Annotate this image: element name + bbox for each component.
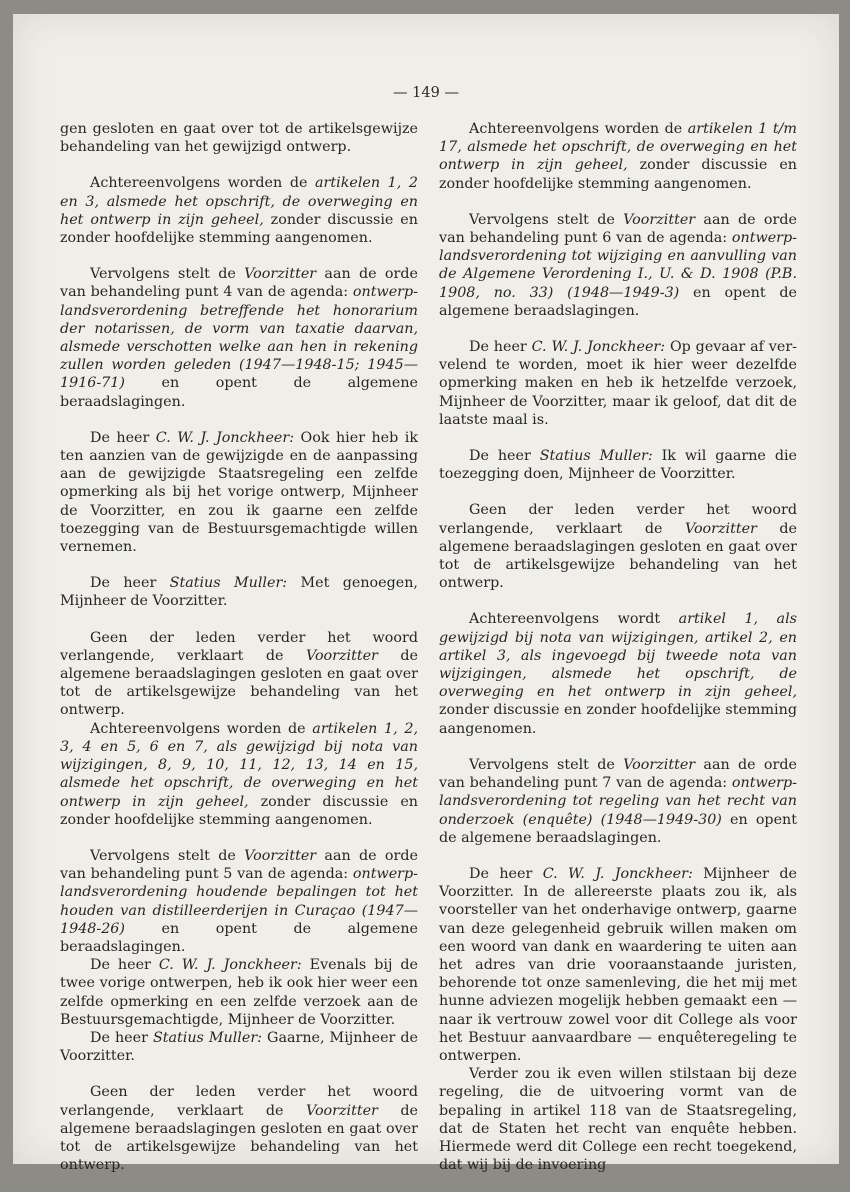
text: Op gevaar af vervelend te worden, moet ik hier weer dezelfde opmerking maken en heb ik hetzelfde verzoek, Mijnheer de Voorzitter, maar ik geloof, dat dit de laatste maal is. (439, 339, 797, 428)
paragraph (60, 574, 418, 610)
text: Geen der leden verder het woord verlangende, verklaart de (439, 502, 797, 537)
paragraph (439, 756, 797, 847)
text: Achtereenvolgens worden de (469, 121, 688, 137)
italic-text: artikel 1, als gewijzigd bij nota van wijzigingen, artikel 2, en artikel 3, als ingevoegd bij tweede nota van wijzigingen, alsmede het opschrift, de overweging en het ontwerp in zijn geheel, (439, 611, 797, 701)
text: Ook hier heb ik ten aanzien van de gewijzigde en de aanpassing aan de gewijzigde Staatsregeling een zelfde opmerking als bij het vorige ontwerp, Mijnheer de Voorzitter, en zou ik gaarne een zelfde toezegging van de Bestuursgemachtigde willen vernemen. (60, 429, 418, 556)
italic-text: Voorzitter (244, 847, 317, 864)
italic-text: ontwerp-landsverordening houdende bepalingen tot het houden van distilleerderijen in Curaçao (1947—1948-26) (60, 866, 418, 937)
paragraph (60, 847, 418, 956)
right-column (439, 120, 797, 1174)
text: Ik wil gaarne die toezegging doen, Mijnheer de Voorzitter. (439, 448, 798, 483)
text: Vervolgens stelt de (90, 266, 245, 283)
text: en opent de algemene beraadslagingen. (60, 920, 418, 955)
text: Evenals bij de twee vorige ontwerpen, heb ik ook hier weer een zelfde opmerking en een zelfde verzoek aan de Bestuursgemachtigde, Mijnheer de Voorzitter. (60, 957, 418, 1028)
italic-text: ontwerp-landsverordening tot regeling van het recht van onderzoek (enquête) (1948—1949-30) (439, 775, 797, 828)
paragraph (60, 720, 418, 829)
text: De heer (469, 448, 540, 465)
text: aan de orde van behandeling punt 7 van de agenda: (439, 756, 797, 792)
text: en opent de algemene beraadslagingen. (60, 375, 418, 410)
text: Gaarne, Mijnheer de Voorzitter. (60, 1029, 419, 1065)
paragraph (60, 174, 418, 247)
paragraph (60, 1029, 418, 1065)
text: Geen der leden verder het woord verlangende, verklaart de (60, 629, 418, 664)
text: Achtereenvolgens worden de (90, 720, 313, 737)
paragraph (60, 1083, 418, 1174)
paragraph (60, 629, 418, 720)
italic-text: artikelen 1 t/m 17, alsmede het opschrift, de overweging en het ontwerp in zijn geheel, (439, 121, 797, 174)
italic-text: C. W. J. Jonckheer: (155, 429, 295, 446)
text: zonder discussie en zonder hoofdelijke stemming aangenomen. (439, 157, 797, 192)
text: De heer (90, 1029, 153, 1046)
page-number: — 149 — (393, 85, 459, 101)
text: de algemene beraadslagingen gesloten en gaat over tot de artikelsgewijze behandeling van het ontwerp. (60, 1102, 418, 1174)
italic-text: Statius Muller: (169, 575, 288, 592)
paragraph (439, 1065, 797, 1174)
text: De heer (90, 957, 159, 974)
italic-text: Voorzitter (623, 756, 696, 773)
italic-text: Voorzitter (244, 266, 317, 283)
italic-text: Voorzitter (623, 211, 696, 228)
text: en opent de algemene beraadslagingen. (439, 284, 797, 319)
paragraph (439, 338, 797, 429)
text: zonder discussie en zonder hoofdelijke stemming aangenomen. (60, 211, 418, 247)
text: Vervolgens stelt de (469, 211, 624, 228)
paragraph (60, 956, 418, 1029)
italic-text: C. W. J. Jonckheer: (531, 339, 666, 356)
text: zonder discussie en zonder hoofdelijke stemming aangenomen. (439, 702, 797, 737)
italic-text: Statius Muller: (152, 1029, 262, 1046)
text: zonder discussie en zonder hoofdelijke stemming aangenomen. (60, 793, 418, 828)
paragraph (439, 610, 797, 737)
left-column (60, 120, 418, 1192)
text: Achtereenvolgens worden de (90, 175, 316, 192)
text: de algemene beraadslagingen gesloten en gaat over tot de artikelsgewijze behandeling van het ontwerp. (439, 520, 797, 592)
paragraph (439, 501, 797, 592)
paragraph (439, 211, 797, 320)
italic-text: ontwerp-landsverordening tot wijziging en aanvulling van de Algemene Verordening I., U. & D. 1908 (P.B. 1908, no. 33) (1948—1949-3) (439, 230, 797, 301)
italic-text: Statius Muller: (539, 448, 653, 465)
text: gen gesloten en gaat over tot de artikelsgewijze behandeling van het gewijzigd ontwerp. (60, 121, 418, 156)
text: De heer (469, 865, 543, 882)
paragraph (439, 447, 797, 483)
paragraph (439, 865, 797, 1065)
paragraph (60, 120, 418, 156)
text: aan de orde van behandeling punt 6 van de agenda: (439, 211, 797, 247)
text: aan de orde van behandeling punt 5 van de agenda: (60, 847, 418, 883)
italic-text: artikelen 1, 2, 3, 4 en 5, 6 en 7, als gewijzigd bij nota van wijzigingen, 8, 9, 10, 11, 12, 13, 14 en 15, alsmede het opschrift, de overweging en het ontwerp in zijn geheel, (60, 720, 418, 810)
italic-text: ontwerp-landsverordening betreffende het honorarium der notarissen, de vorm van taxatie daarvan, alsmede verschotten welke aan hen in rekening zullen worden geleden (1947—1948-15; 1945—1916-71) (60, 284, 418, 392)
paragraph (60, 265, 418, 411)
italic-text: Voorzitter (305, 647, 378, 664)
paragraph (60, 429, 418, 556)
document-page (13, 14, 839, 1174)
text: De heer (90, 575, 170, 592)
text: Mijnheer de Voorzitter. In de allereerste plaats zou ik, als voorsteller van het onderhavige ontwerp, gaarne van deze gelegenheid gebruik willen maken om een woord van dank en waardering te uiten aan het adres van drie vooraanstaande juristen, behorende tot onze samenleving, die het mij met hunne adviezen mogelijk hebben gemaakt een — naar ik vertrouw zowel voor dit College als voor het Bestuur aanvaardbare — enquêteregeling te ontwerpen. (439, 865, 797, 1064)
italic-text: Voorzitter (305, 1102, 378, 1119)
text: De heer (90, 429, 156, 446)
italic-text: Voorzitter (684, 520, 757, 537)
text: De heer (469, 339, 532, 356)
italic-text: artikelen 1, 2 en 3, alsmede het opschrift, de overweging en het ontwerp in zijn geheel, (60, 175, 418, 228)
text: aan de orde van behandeling punt 4 van de agenda: (60, 266, 418, 301)
text: Geen der leden verder het woord verlangende, verklaart de (60, 1084, 418, 1119)
italic-text: C. W. J. Jonckheer: (158, 957, 302, 974)
text: Achtereenvolgens wordt (469, 611, 679, 628)
paragraph (439, 120, 797, 193)
text: Vervolgens stelt de (90, 847, 245, 864)
italic-text: C. W. J. Jonckheer: (542, 865, 693, 882)
text: Met genoegen, Mijnheer de Voorzitter. (60, 575, 418, 610)
text: Vervolgens stelt de (469, 756, 624, 773)
text: de algemene beraadslagingen gesloten en gaat over tot de artikelsgewijze behandeling van het ontwerp. (60, 647, 418, 719)
text: Verder zou ik even willen stilstaan bij deze regeling, die de uitvoering vormt van de bepaling in artikel 118 van de Staatsregeling, dat de Staten het recht van enquête hebben. Hiermede werd dit College een recht toegekend, dat wij bij de invoering (439, 1066, 797, 1174)
text: en opent de algemene beraadslagingen. (439, 811, 797, 846)
